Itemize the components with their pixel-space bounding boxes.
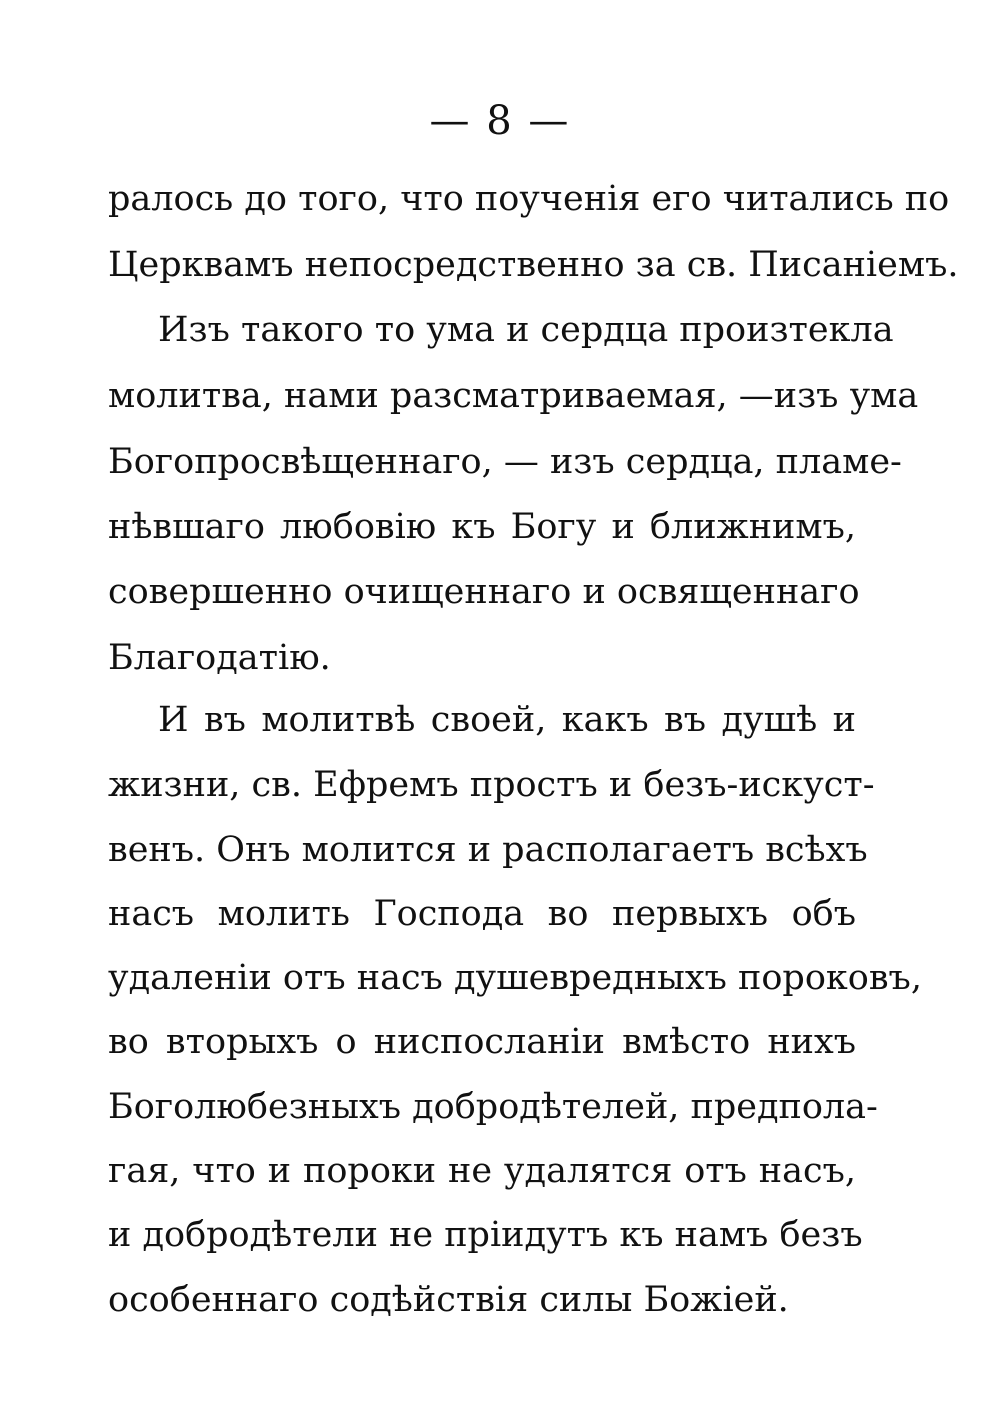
text-line: Благодатію. xyxy=(108,638,331,678)
text-line: Богопросвѣщеннаго, — изъ сердца, пламе- xyxy=(108,442,902,482)
text-line: Боголюбезныхъ добродѣтелей, предпола- xyxy=(108,1087,878,1127)
text-line: насъ молить Господа во первыхъ объ xyxy=(108,894,856,934)
text-line: Изъ такого то ума и сердца произтекла xyxy=(158,310,894,350)
text-line: во вторыхъ о ниспосланіи вмѣсто нихъ xyxy=(108,1022,856,1062)
text-line: жизни, св. Ефремъ простъ и безъ-искуст- xyxy=(108,765,875,805)
page-number: — 8 — xyxy=(429,98,571,144)
text-line: ралось до того, что поученія его читались по xyxy=(108,179,950,219)
text-line: гая, что и пороки не удалятся отъ насъ, xyxy=(108,1151,856,1191)
text-line: И въ молитвѣ своей, какъ въ душѣ и xyxy=(158,700,856,740)
text-line: Церквамъ непосредственно за св. Писаніемъ. xyxy=(108,245,959,285)
text-line: нѣвшаго любовію къ Богу и ближнимъ, xyxy=(108,507,856,547)
text-line: совершенно очищеннаго и освященнаго xyxy=(108,572,860,612)
text-line: удаленіи отъ насъ душевредныхъ пороковъ, xyxy=(108,958,922,998)
text-line: особеннаго содѣйствія силы Божіей. xyxy=(108,1280,789,1320)
text-line: молитва, нами разсматриваемая, —изъ ума xyxy=(108,376,919,416)
text-line: и добродѣтели не пріидутъ къ намъ безъ xyxy=(108,1215,863,1255)
text-line: венъ. Онъ молится и располагаетъ всѣхъ xyxy=(108,830,868,870)
